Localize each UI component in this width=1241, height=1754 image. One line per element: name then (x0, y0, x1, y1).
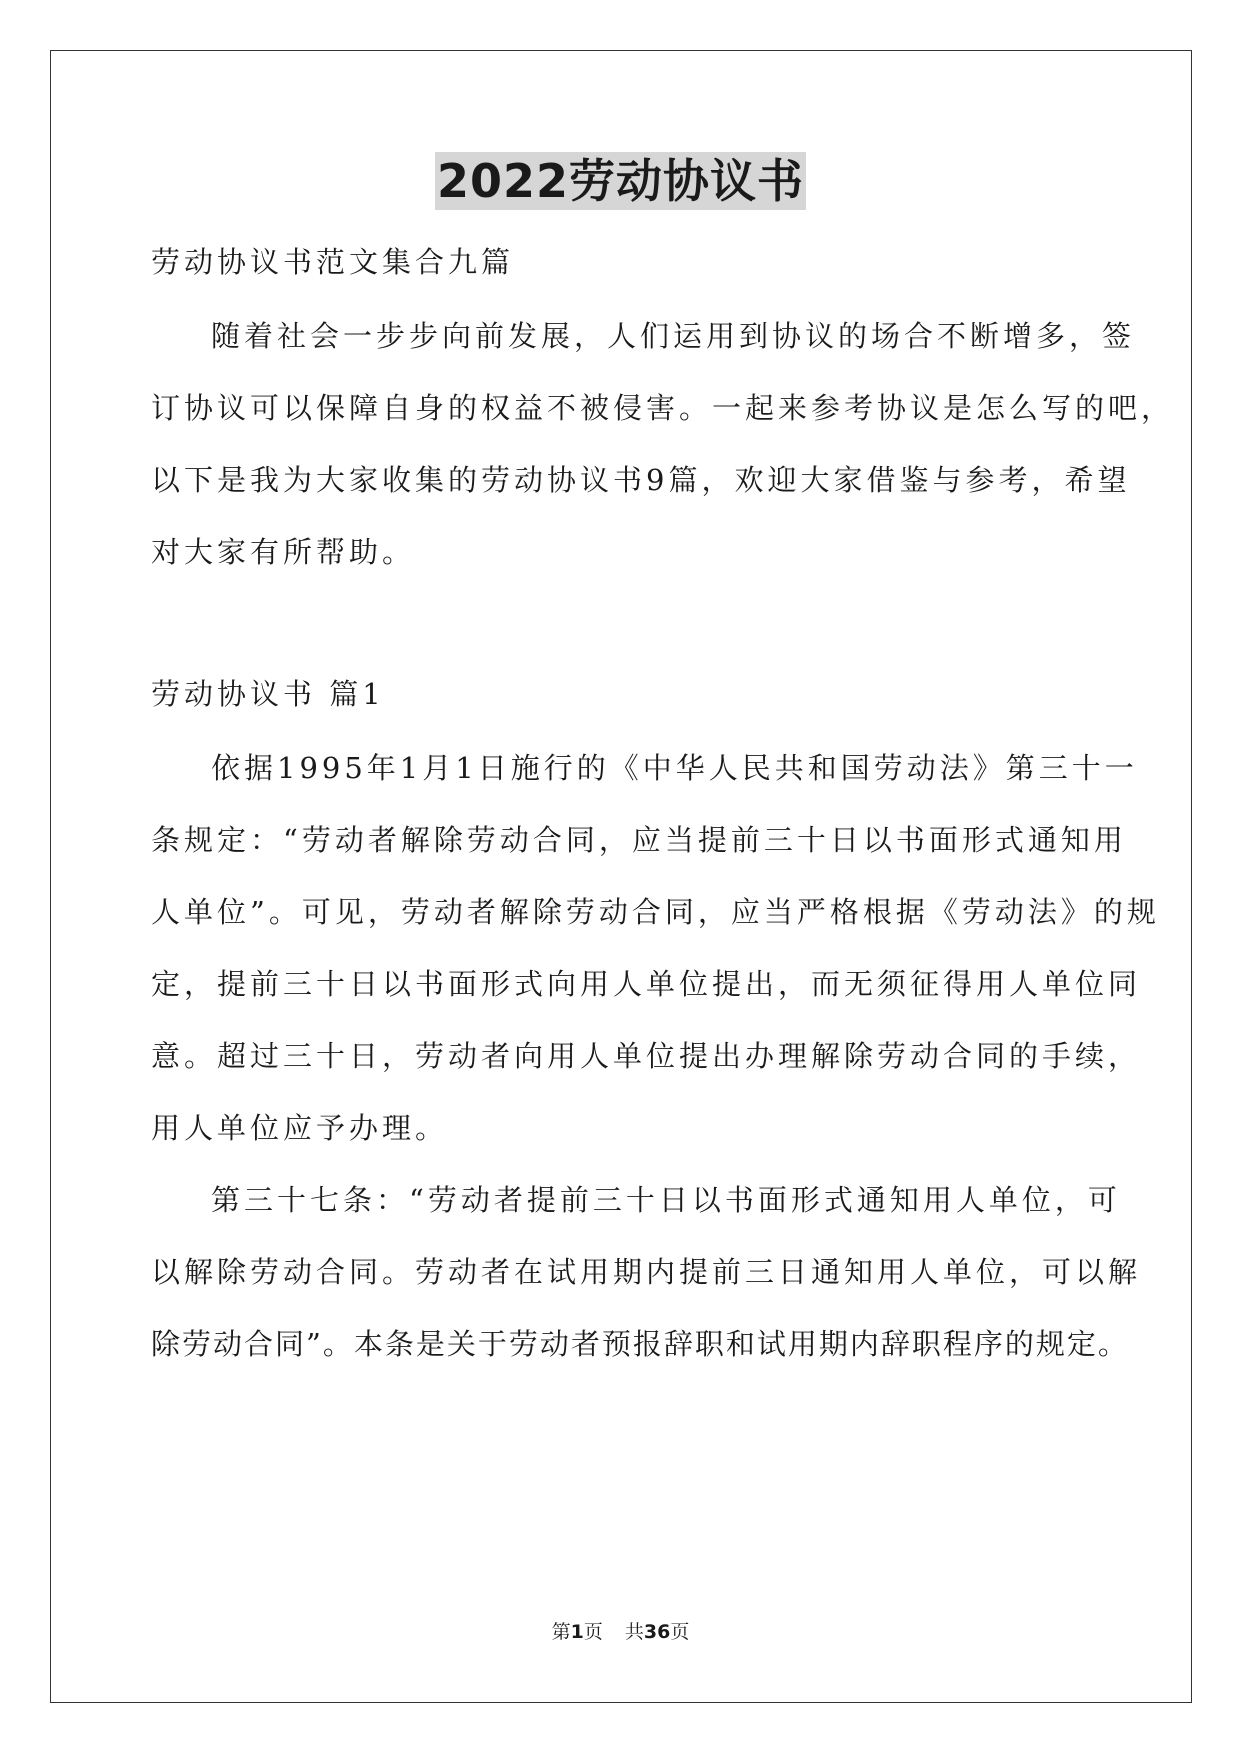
total-prefix: 共 (624, 1621, 644, 1643)
intro-line-1: 随着社会一步步向前发展，人们运用到协议的场合不断增多，签 (211, 319, 1136, 353)
para1-line-2: 条规定：“劳动者解除劳动合同，应当提前三十日以书面形式通知用 (151, 823, 1127, 857)
page-prefix: 第 (551, 1621, 571, 1643)
para1-line-4: 定，提前三十日以书面形式向用人单位提出，而无须征得用人单位同 (151, 967, 1142, 1001)
para1-line-5: 意。超过三十日，劳动者向用人单位提出办理解除劳动合同的手续， (151, 1039, 1142, 1073)
page-number-total: 36 (643, 1621, 671, 1643)
page-border (50, 50, 1192, 1703)
document-title-wrap (0, 152, 1241, 210)
intro-line-2: 订协议可以保障自身的权益不被侵害。一起来参考协议是怎么写的吧， (151, 391, 1175, 425)
page-footer (0, 1620, 1241, 1644)
intro-line-4: 对大家有所帮助。 (151, 535, 416, 569)
para2-line-1: 第三十七条：“劳动者提前三十日以书面形式通知用人单位，可 (211, 1183, 1121, 1217)
para1-line-1: 依据1995年1月1日施行的《中华人民共和国劳动法》第三十一 (211, 751, 1138, 785)
document-title: 2022劳动协议书 (436, 154, 805, 208)
para1-line-6: 用人单位应予办理。 (151, 1111, 449, 1145)
total-suffix: 页 (670, 1621, 690, 1643)
para2-line-2: 以解除劳动合同。劳动者在试用期内提前三日通知用人单位，可以解 (151, 1255, 1142, 1289)
section-heading: 劳动协议书 篇1 (151, 677, 385, 711)
document-subtitle: 劳动协议书范文集合九篇 (151, 245, 515, 279)
para2-line-3: 除劳动合同”。本条是关于劳动者预报辞职和试用期内辞职程序的规定。 (151, 1327, 1129, 1361)
para1-line-3: 人单位”。可见，劳动者解除劳动合同，应当严格根据《劳动法》的规 (151, 895, 1160, 929)
page-number-current: 1 (570, 1621, 584, 1643)
page-suffix: 页 (583, 1621, 603, 1643)
intro-line-3: 以下是我为大家收集的劳动协议书9篇，欢迎大家借鉴与参考，希望 (151, 463, 1131, 497)
